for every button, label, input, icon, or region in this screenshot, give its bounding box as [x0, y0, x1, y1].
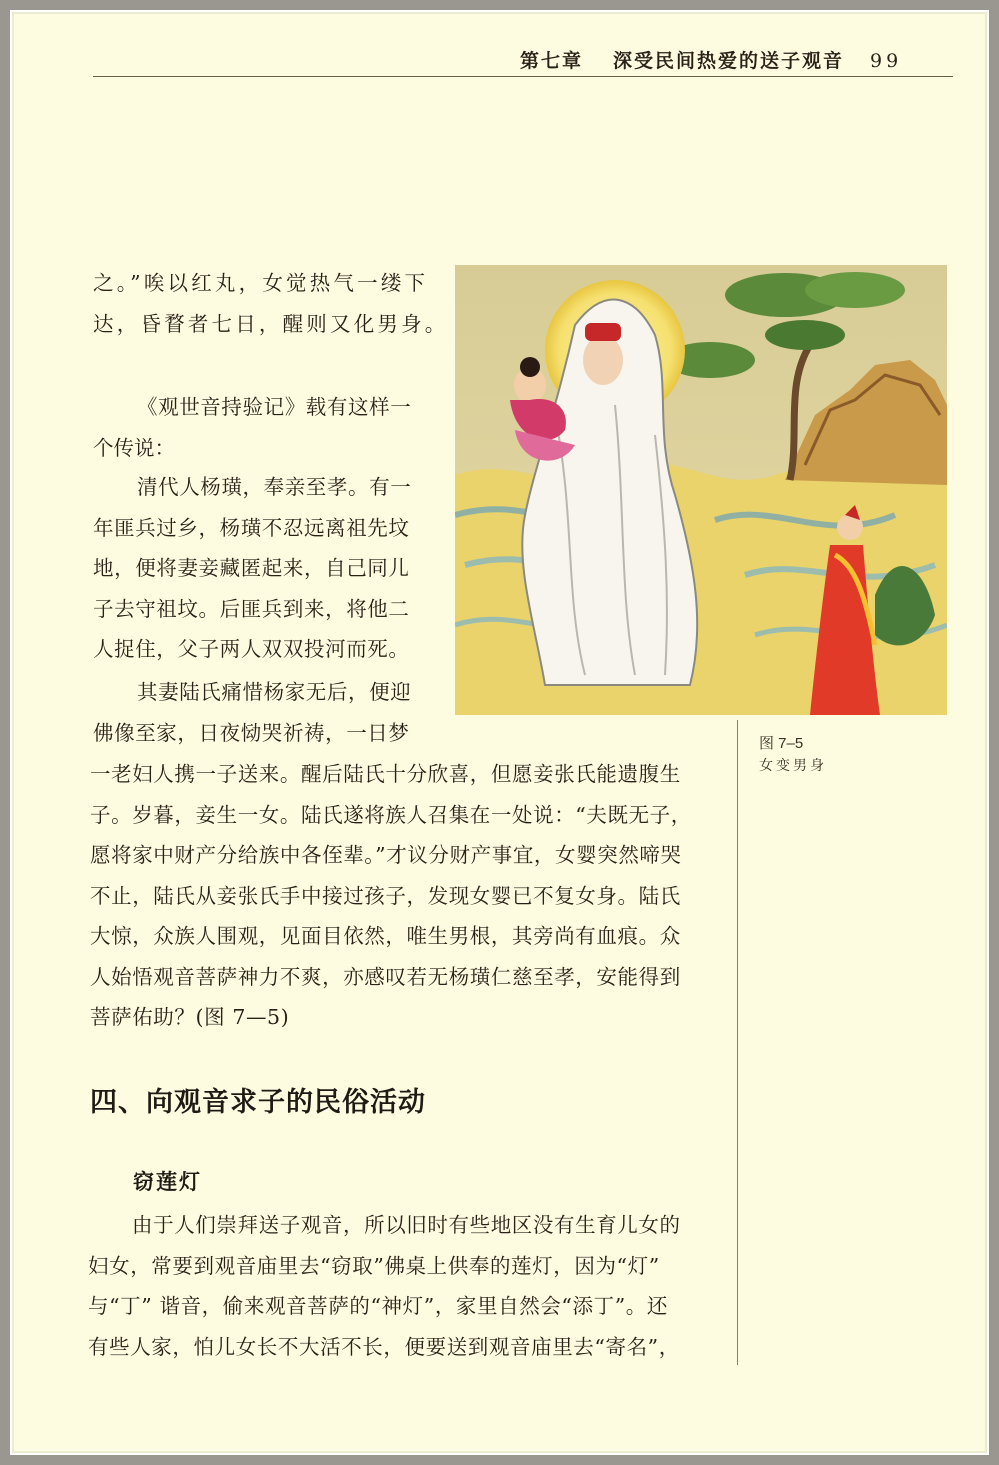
text-line: 地，便将妻妾藏匿起来，自己同儿 — [93, 556, 410, 580]
page-number: 99 — [870, 50, 903, 72]
text-line: 清代人杨璜，奉亲至孝。有一 — [137, 475, 412, 499]
guanyin-illustration — [455, 265, 947, 715]
text-line: 妇女，常要到观音庙里去“窃取”佛桌上供奉的莲灯，因为“灯” — [88, 1253, 660, 1278]
text-line: 年匪兵过乡，杨璜不忍远离祖先坟 — [93, 515, 410, 540]
sub-heading: 窃莲灯 — [133, 1170, 202, 1194]
text-line: 一老妇人携一子送来。醒后陆氏十分欣喜，但愿妾张氏能遗腹生 — [90, 762, 681, 786]
text-line: 之。”唉以红丸，女觉热气一缕下 — [93, 271, 429, 295]
running-header — [520, 46, 902, 73]
section-paragraph — [88, 1205, 681, 1367]
margin-rule — [737, 720, 738, 1365]
text-line: 《观世音持验记》载有这样一 — [137, 395, 412, 419]
text-line: 愿将家中财产分给族中各侄辈。”才议分财产事宜，女婴突然啼哭 — [90, 843, 682, 867]
story-paragraph-1 — [93, 467, 411, 670]
story-paragraph-2-wide — [90, 754, 692, 1038]
text-line: 菩萨佑助？(图 7—5) — [90, 1005, 290, 1029]
intro-paragraph — [93, 387, 411, 468]
illustration-art — [455, 265, 947, 715]
header-rule — [93, 76, 953, 77]
text-line: 子去守祖坟。后匪兵到来，将他二 — [93, 596, 410, 621]
section-heading: 四、向观音求子的民俗活动 — [90, 1087, 426, 1118]
text-line: 个传说： — [93, 435, 175, 460]
text-line: 大惊，众族人围观，见面目依然，唯生男根，其旁尚有血痕。众 — [90, 924, 681, 948]
top-paragraph — [93, 263, 449, 344]
story-paragraph-2-narrow — [93, 672, 411, 753]
chapter-label: 第七章 — [520, 50, 584, 72]
figure-caption — [759, 733, 827, 777]
text-line: 不止，陆氏从妾张氏手中接过孩子，发现女婴已不复女身。陆氏 — [90, 883, 681, 908]
text-line: 佛像至家，日夜恸哭祈祷，一日梦 — [93, 720, 410, 745]
text-line: 其妻陆氏痛惜杨家无后，便迎 — [137, 680, 412, 704]
text-line: 子。岁暮，妾生一女。陆氏遂将族人召集在一处说：“夫既无子， — [90, 802, 692, 827]
text-line: 与“丁” 谐音，偷来观音菩萨的“神灯”，家里自然会“添丁”。还 — [88, 1294, 668, 1318]
figure-number: 图 7–5 — [759, 735, 804, 752]
text-line: 人捉住，父子两人双双投河而死。 — [93, 637, 410, 661]
text-line: 有些人家，怕儿女长不大活不长，便要送到观音庙里去“寄名”， — [88, 1334, 680, 1359]
text-line: 由于人们崇拜送子观音，所以旧时有些地区没有生育儿女的 — [132, 1213, 681, 1237]
text-line: 达，昏瞀者七日，醒则又化男身。 — [93, 311, 449, 336]
figure-title: 女变男身 — [759, 758, 827, 774]
chapter-title: 深受民间热爱的送子观音 — [613, 50, 845, 72]
text-line: 人始悟观音菩萨神力不爽，亦感叹若无杨璜仁慈至孝，安能得到 — [90, 964, 681, 989]
